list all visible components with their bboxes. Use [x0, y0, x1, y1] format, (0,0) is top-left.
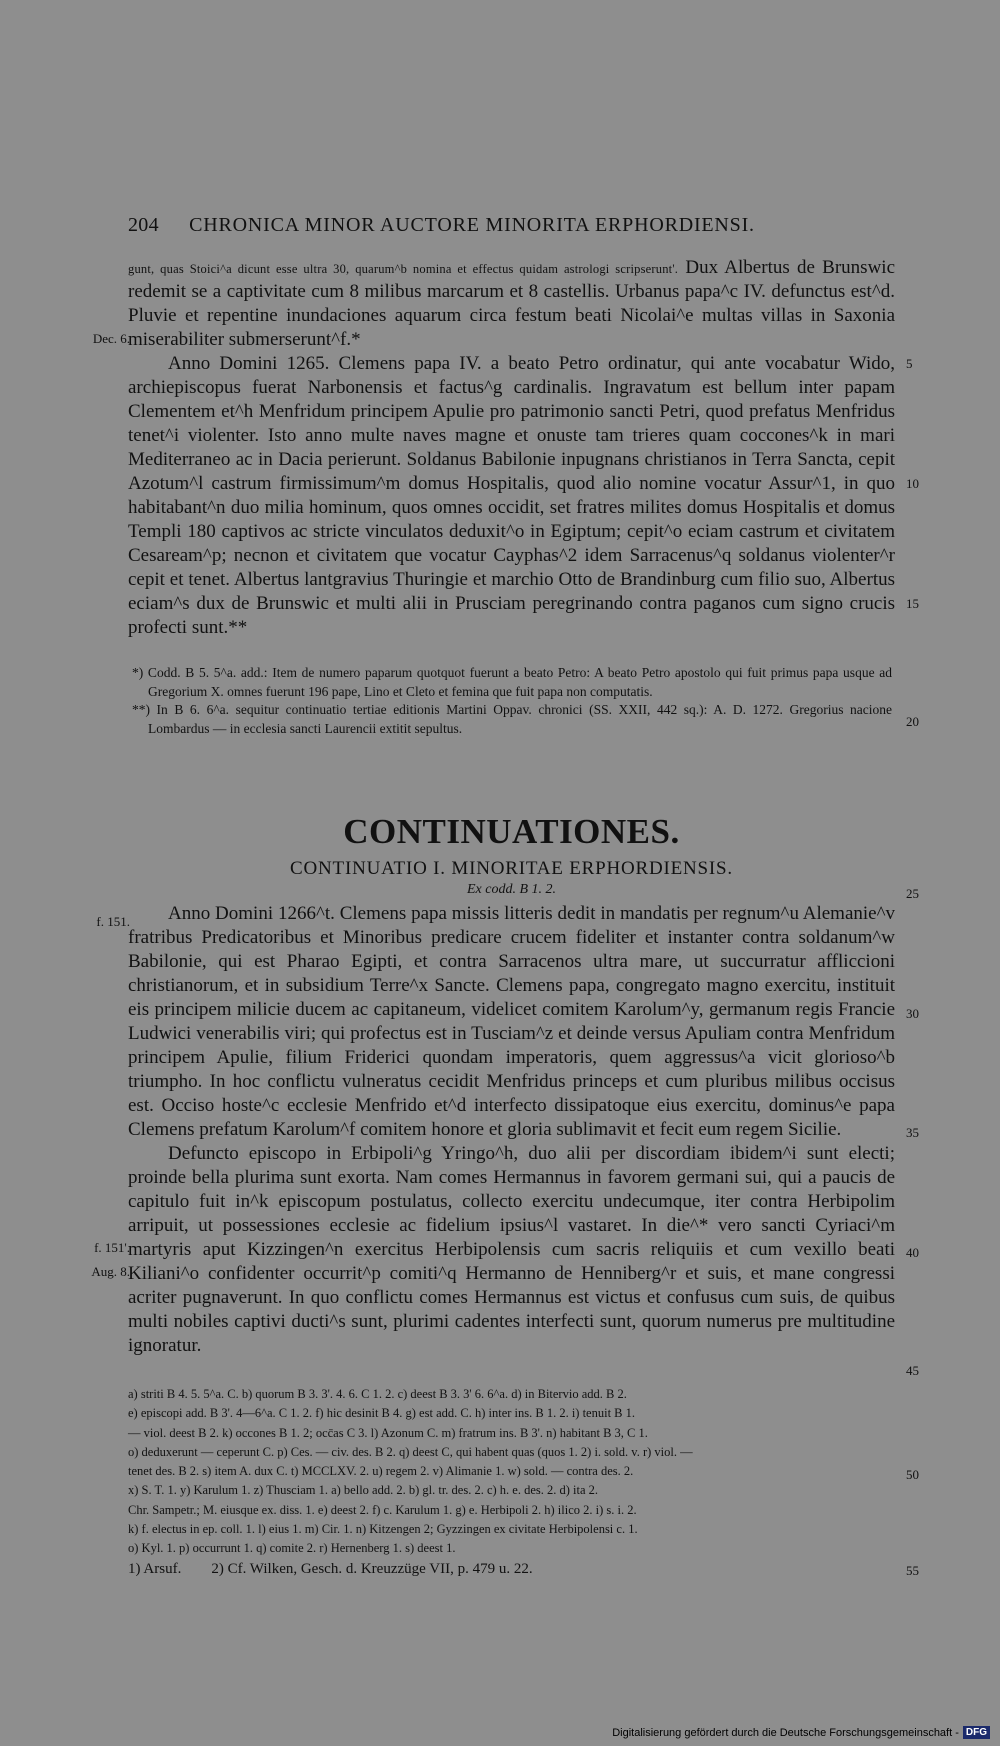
- apparatus-line: a) striti B 4. 5. 5^a. C. b) quorum B 3. 3'. 4. 6. C 1. 2. c) deest B 3. 3' 6. 6^a. d) in Bitervio add. B 2.: [128, 1387, 627, 1401]
- digitization-footer: [612, 1726, 990, 1739]
- line-number-10: 10: [906, 476, 919, 491]
- apparatus-line: k) f. electus in ep. coll. 1. l) eius 1. m) Cir. 1. n) Kitzengen 2; Gyzzingen ex civitate Herbipolensi c. 1.: [128, 1522, 638, 1537]
- apparatus-line: e) episcopi add. B 3'. 4—6^a. C 1. 2. f) hic desinit B 4. g) est add. C. h) inter ins. B 1. 2. i) tenuit B 1.: [128, 1406, 636, 1421]
- paragraph-1-small: gunt, quas Stoici^a dicunt esse ultra 30, quarum^b nomina et effectus quidam astrologi scripserunt'.: [128, 262, 679, 276]
- dfg-logo-icon: DFG: [963, 1726, 990, 1739]
- margin-folio-151-verso: f. 151'.: [94, 1240, 130, 1255]
- continuatio-text-block: [128, 902, 895, 1358]
- source-note: Ex codd. B 1. 2.: [466, 882, 557, 897]
- section-subheading: CONTINUATIO I. MINORITAE ERPHORDIENSIS.: [290, 858, 733, 879]
- apparatus-line: Chr. Sampetr.; M. eiusque ex. diss. 1. e) deest 2. f) c. Karulum 1. g) e. Herbipoli 2. h) ilico 2. i) s. i. 2.: [128, 1502, 637, 1517]
- continuatio-paragraph-2: Defuncto episcopo in Erbipoli^g Yringo^h, duo alii per discordiam ibidem^i sunt electi; proinde bella plurima sunt exorta. Nam comes Hermannus in favorem germani sui, qui a paucis de capitulo fuit in^k episcopum postulatus, collecto exercitu undecumque, iter contra Herbipolim arripuit, ut possessiones ecclesie ac fidelium ipsius^l vastaret. In die^* vero sancti Cyriaci^m martyris aput Kizzingen^n exercitus Herbipolensis cum sacris reliquiis et cum vexillo beati Kiliani^o confidenter occurrit^p comiti^q Hermanno de Henniberg^r et suis, et mane congressi acriter pugnaverunt. In quo conflictu comes Hermannus est victus et confusus cum suis, de quibus multi nobiles captivi ducti^s sunt, plurimi cadentes interfecti sunt, quorum numerus pre multitudine ignoratur.: [128, 1143, 895, 1356]
- top-text-block: [128, 256, 895, 640]
- page-number: 204: [128, 214, 159, 236]
- footnote-1: *) Codd. B 5. 5^a. add.: Item de numero paparum quotquot fuerunt a beato Petro: A beato Petro apostolo qui fuit primus papa usque ad Gregorium X. omnes fuerunt 196 pape, Lino et Cleto et femina que fuit papa non computatis.: [132, 665, 892, 699]
- running-title: CHRONICA MINOR AUCTORE MINORITA ERPHORDIENSI.: [189, 214, 755, 236]
- paragraph-1: [128, 256, 895, 352]
- line-number-45: 45: [906, 1363, 919, 1378]
- margin-date-dec6: Dec. 6.: [92, 331, 130, 346]
- margin-folio-151: f. 151.: [96, 914, 130, 929]
- line-number-25: 25: [906, 886, 919, 901]
- section-heading: CONTINUATIONES.: [343, 812, 680, 851]
- top-footnotes: [132, 664, 892, 738]
- critical-apparatus: [128, 1385, 898, 1559]
- footnote-2: **) In B 6. 6^a. sequitur continuatio tertiae editionis Martini Oppav. chronici (SS. XXII, 442 sq.): A. D. 1272. Gregorius nacione Lombardus — in ecclesia sancti Laurencii extitit sepultus.: [132, 702, 892, 736]
- continuatio-paragraph-1: Anno Domini 1266^t. Clemens papa missis litteris dedit in mandatis per regnum^u Alemanie^v fratribus Predicatoribus et Minoribus predicare crucem fideliter et instanter contra soldanum^w Babilonie, qui est Pharao Egipti, et contra Sarracenos ultra mare, ut succurratur affliccioni christianorum, et in subsidium Terre^x Sancte. Clemens papa, congregato magno exercitu, instituit eis principem milicie ducem ac capitaneum, videlicet comitem Karolum^y, germanum regis Francie Ludwici venerabilis viri; qui profectus est in Tusciam^z et deinde versus Apuliam contra Menfridum principem Apulie, filium Friderici quondam imperatoris, quem aggressus^a vicit glorioso^b triumpho. In hoc conflictu vulneratus cecidit Menfridus princeps et cum pluribus milibus occisus est. Occiso hoste^c ecclesie Menfrido et^d interfecto dissipatoque eius exercitu, dominus^e papa Clemens prefatum Karolum^f comitem honore et gloria sublimavit et fecit eum regem Sicilie.: [128, 903, 895, 1140]
- reference-2: 2) Cf. Wilken, Gesch. d. Kreuzzüge VII, p. 479 u. 22.: [211, 1561, 533, 1577]
- references: [128, 1561, 895, 1578]
- paragraph-1-rest: Dux Albertus de Brunswic redemit se a captivitate cum 8 milibus marcarum et 8 castellis. Urbanus papa^c IV. defunctus est^d. Pluvie et repentine inundaciones aquarum circa festum beati Nicolai^e multas villas in Saxonia miserabiliter submerserunt^f.*: [128, 257, 895, 350]
- running-header: [128, 214, 768, 237]
- margin-date-aug8: Aug. 8.: [91, 1264, 130, 1279]
- line-number-20: 20: [906, 714, 919, 729]
- line-number-35: 35: [906, 1125, 919, 1140]
- line-number-5: 5: [906, 356, 913, 371]
- apparatus-line: x) S. T. 1. y) Karulum 1. z) Thusciam 1. a) bello add. 2. b) gl. tr. des. 2. c) h. e. des. 2. d) ita 2.: [128, 1483, 599, 1498]
- reference-1: 1) Arsuf.: [128, 1561, 182, 1577]
- line-number-30: 30: [906, 1006, 919, 1021]
- line-number-50: 50: [906, 1467, 919, 1482]
- line-number-55: 55: [906, 1563, 919, 1578]
- line-number-15: 15: [906, 596, 919, 611]
- paragraph-2: Anno Domini 1265. Clemens papa IV. a beato Petro ordinatur, qui ante vocabatur Wido, archiepiscopus fuerat Narbonensis et factus^g cardinalis. Ingravatum est bellum inter papam Clementem et^h Menfridum principem Apulie pro patrimonio sancti Petri, quod prefatus Menfridus tenet^i violenter. Isto anno multe naves magne et onuste tam trieres quam coccones^k in mari Mediterraneo ac in Dacia perierunt. Soldanus Babilonie inpugnans christianos in Terra Sancta, cepit Azotum^l castrum firmissimum^m domus Hospitalis, quod alio nomine vocatur Assur^1, in quo habitabant^n duo milia hominum, quos omnes occidit, set fratres milites domus Hospitalis et domus Templi 180 captivos ac stricte vinculatos deduxit^o in Egiptum; cepit^o eciam castrum et civitatem Cesaream^p; necnon et civitatem que vocatur Cayphas^2 idem Sarracenus^q soldanus violenter^r cepit et tenet. Albertus lantgravius Thuringie et marchio Otto de Brandinburg cum filio suo, Albertus eciam^s dux de Brunswic et multi alii in Prusciam peregrinando contra paganos cum signo crucis profecti sunt.**: [128, 353, 895, 638]
- apparatus-line: o) deduxerunt — ceperunt C. p) Ces. — civ. des. B 2. q) deest C, qui habent quas (quos 1. 2) i. sold. v. r) viol. —: [128, 1444, 693, 1459]
- footer-text: Digitalisierung gefördert durch die Deutsche Forschungsgemeinschaft -: [612, 1726, 959, 1739]
- apparatus-line: tenet des. B 2. s) item A. dux C. t) MCCLXV. 2. u) regem 2. v) Alimanie 1. w) sold. — contra des. 2.: [128, 1464, 634, 1479]
- line-number-40: 40: [906, 1245, 919, 1260]
- apparatus-line: — viol. deest B 2. k) occones B 1. 2; occ̄as C 3. l) Azonum C. m) fratrum ins. B 3'. n) habitant B 3, C 1.: [128, 1425, 648, 1440]
- apparatus-line: o) Kyl. 1. p) occurrunt 1. q) comite 2. r) Hernenberg 1. s) deest 1.: [128, 1541, 456, 1556]
